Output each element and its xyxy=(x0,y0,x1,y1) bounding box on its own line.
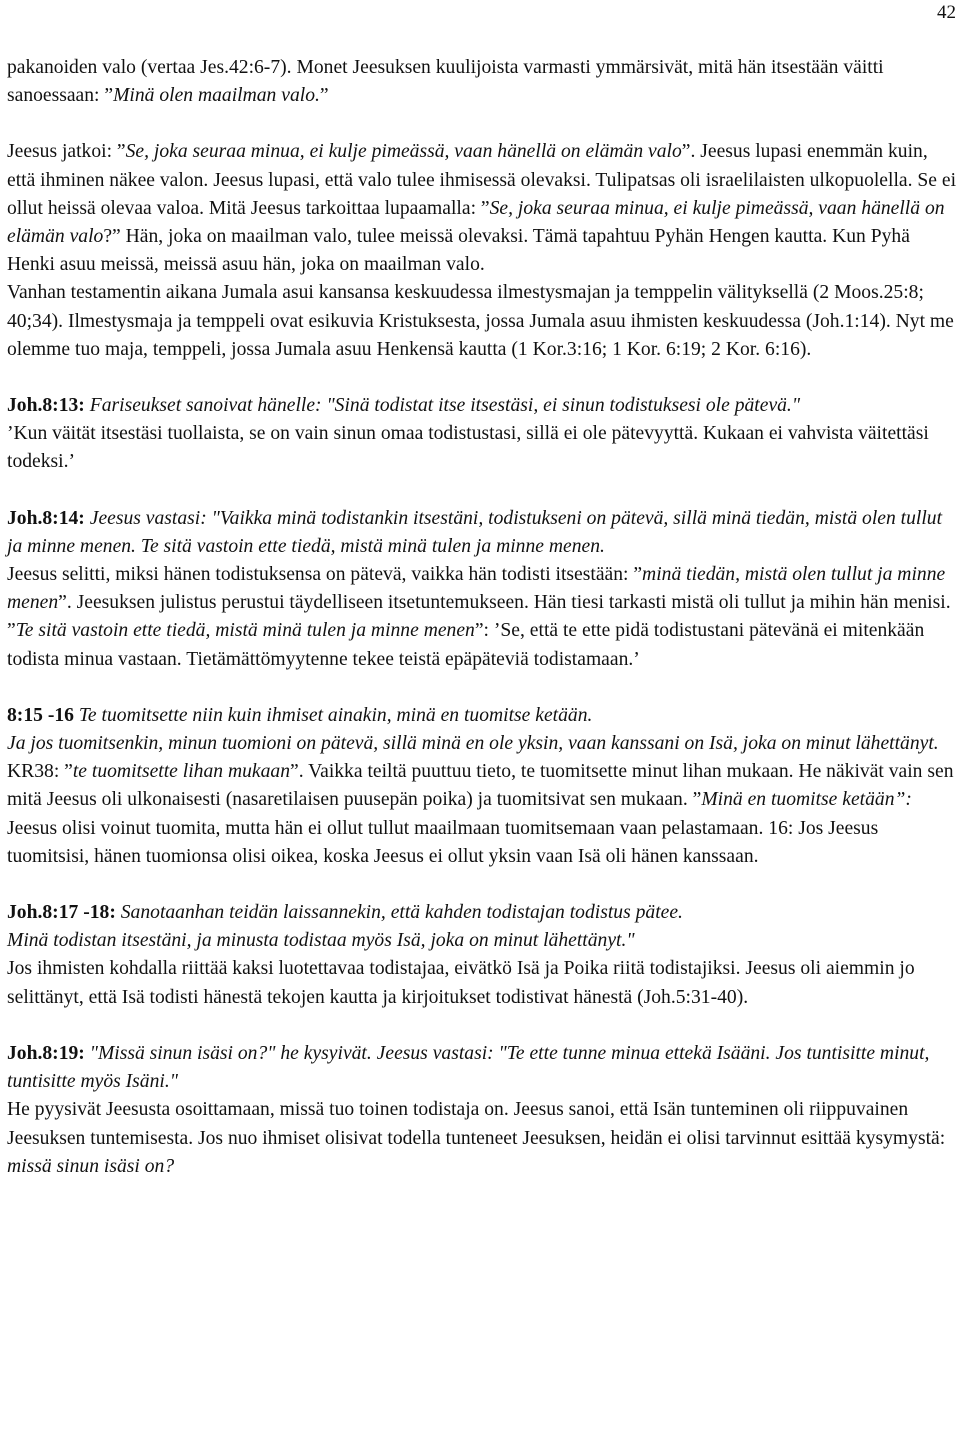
verse-reference: 8:15 -16 xyxy=(7,704,74,726)
verse-reference: Joh.8:14: xyxy=(7,507,85,529)
paragraph-gap xyxy=(7,110,957,138)
italic-quote: minä tiedän, mistä olen tullut ja minne menen xyxy=(7,564,946,614)
paragraph-15 xyxy=(7,1096,957,1181)
text: ”. Jeesus lupasi enemmän kuin, että ihminen näkee valon. Jeesus lupasi, että valo tulee ihmisessä olevaksi. Tulipatsas oli israelilaisten ulkopuolella. Se ei ollut heissä olevaa valoa. Mitä Jeesus tarkoittaa lupaamalla: ” xyxy=(7,141,957,219)
verse-text: Ja jos tuomitsenkin, minun tuomioni on pätevä, sillä minä en ole yksin, vaan kanssani on Isä, joka on minut lähettänyt. xyxy=(7,733,939,755)
verse-8-13 xyxy=(7,392,957,420)
verse-text: Jeesus vastasi: "Vaikka minä todistankin itsestäni, todistukseni on pätevä, sillä minä tiedän, mistä olen tullut ja minne menen. Te sitä vastoin ette tiedä, mistä minä tulen ja minne menen. xyxy=(7,507,943,557)
italic-quote: missä sinun isäsi on? xyxy=(7,1155,175,1177)
verse-8-17-18 xyxy=(7,899,957,927)
paragraph-13 xyxy=(7,955,957,1011)
italic-quote: Te sitä vastoin ette tiedä, mistä minä tulen ja minne menen xyxy=(15,620,475,642)
page-number: 42 xyxy=(937,2,956,23)
verse-text: Sanotaanhan teidän laissannekin, että kahden todistajan todistus pätee. xyxy=(115,902,683,924)
verse-8-16-continued xyxy=(7,730,957,758)
paragraph-gap xyxy=(7,477,957,505)
text: Jeesus olisi voinut tuomita, mutta hän ei ollut tullut maailmaan tuomitsemaan vaan pelastamaan. 16: Jos Jeesus tuomitsisi, hänen tuomionsa olisi oikea, koska Jeesus ei ollut yksin vaan Isä oli hänen kanssaan. xyxy=(7,817,879,867)
text: ” xyxy=(319,85,329,107)
text: ”: ’Se, että te ette pidä todistustani pätevänä ei mitenkään todista minua vastaan. Tietämättömyytenne tekee teistä epäpäteviä todistamaan.’ xyxy=(7,620,925,670)
verse-text: Fariseukset sanoivat hänelle: "Sinä todistat itse itsestäsi, ei sinun todistuksesi ole pätevä." xyxy=(84,395,801,417)
italic-quote: Minä olen maailman valo. xyxy=(113,85,320,107)
verse-text: Te tuomitsette niin kuin ihmiset ainakin, minä en tuomitse ketään. xyxy=(73,704,593,726)
verse-text: Minä todistan itsestäni, ja minusta todistaa myös Isä, joka on minut lähettänyt." xyxy=(7,930,635,952)
verse-reference: Joh.8:13: xyxy=(7,395,85,417)
paragraph-gap xyxy=(7,364,957,392)
text: Jos ihmisten kohdalla riittää kaksi luotettavaa todistajaa, eivätkö Isä ja Poika riitä todistajiksi. Jeesus oli aiemmin jo selittänyt, että Isä todisti hänestä tekojen kautta ja kirjoitukset todistivat hänestä (Joh.5:31-40). xyxy=(7,958,915,1008)
italic-quote: Se, joka seuraa minua, ei kulje pimeässä, vaan hänellä on elämän valo xyxy=(125,141,682,163)
text: Jeesus selitti, miksi hänen todistuksensa on pätevä, vaikka hän todisti itsestään: ” xyxy=(7,564,643,586)
text: Vanhan testamentin aikana Jumala asui kansansa keskuudessa ilmestysmajan ja temppelin välityksellä (2 Moos.25:8; 40;34). Ilmestysmaja ja temppeli ovat esikuvia Kristuksesta, jossa Jumala asuu ihmisten keskuudessa (Joh.1:14). Nyt me olemme tuo maja, temppeli, jossa Jumala asuu Henkensä kautta (1 Kor.3:16; 1 Kor. 6:19; 2 Kor. 6:16). xyxy=(7,282,954,360)
page-body xyxy=(7,54,957,1181)
text: ”. Vaikka teiltä puuttuu tieto, te tuomitsette minut lihan mukaan. He näkivät vain sen mitä Jeesus oli ulkonaisesti (nasaretilaisen puusepän poika) ja tuomitsivat sen mukaan. ” xyxy=(7,761,954,811)
paragraph-5 xyxy=(7,420,957,476)
text: ”. Jeesuksen julistus perustui täydelliseen itsetuntemukseen. Hän tiesi tarkasti mistä oli tullut ja mihin hän menisi. ” xyxy=(7,592,951,642)
paragraph-gap xyxy=(7,674,957,702)
italic-quote: te tuomitsette lihan mukaan xyxy=(72,761,290,783)
paragraph-2 xyxy=(7,138,957,279)
verse-text: "Missä sinun isäsi on?" he kysyivät. Jeesus vastasi: "Te ette tunne minua ettekä Isääni. Jos tuntisitte minut, tuntisitte myös Isäni." xyxy=(7,1042,930,1093)
paragraph-10 xyxy=(7,758,957,871)
verse-8-18-continued xyxy=(7,927,957,955)
text: pakanoiden valo (vertaa Jes.42:6-7). Monet Jeesuksen kuulijoista varmasti ymmärsivät, mitä hän itsestään väitti sanoessaan: ” xyxy=(7,57,884,107)
text: He pyysivät Jeesusta osoittamaan, missä tuo toinen todistaja on. Jeesus sanoi, että Isän tunteminen oli riippuvainen Jeesuksen tuntemisesta. Jos nuo ihmiset olisivat todella tunteneet Jeesuksen, heidän ei olisi tarvinnut esittää kysymystä: xyxy=(7,1099,946,1149)
text: ’Kun väität itsestäsi tuollaista, se on vain sinun omaa todistustasi, sillä ei ole pätevyyttä. Kukaan ei vahvista väitettäsi todeksi.’ xyxy=(7,423,929,473)
text: ?” Hän, joka on maailman valo, tulee meissä olevaksi. Tämä tapahtuu Pyhän Hengen kautta. Kun Pyhä Henki asuu meissä, meissä asuu hän, joka on maailman valo. xyxy=(7,226,910,276)
verse-8-14 xyxy=(7,505,957,561)
text: KR38: ” xyxy=(7,761,73,783)
verse-reference: Joh.8:19: xyxy=(7,1042,85,1064)
paragraph-gap xyxy=(7,1012,957,1040)
text: Jeesus jatkoi: ” xyxy=(7,141,126,163)
paragraph-3 xyxy=(7,279,957,364)
paragraph-7 xyxy=(7,561,957,674)
verse-reference: Joh.8:17 -18: xyxy=(7,902,116,924)
paragraph-gap xyxy=(7,871,957,899)
verse-8-19 xyxy=(7,1040,957,1096)
paragraph-1 xyxy=(7,54,957,110)
italic-quote: Minä en tuomitse ketään”: xyxy=(701,789,912,811)
italic-quote: Se, joka seuraa minua, ei kulje pimeässä, vaan hänellä on elämän valo xyxy=(7,197,945,248)
verse-8-15-16 xyxy=(7,702,957,730)
